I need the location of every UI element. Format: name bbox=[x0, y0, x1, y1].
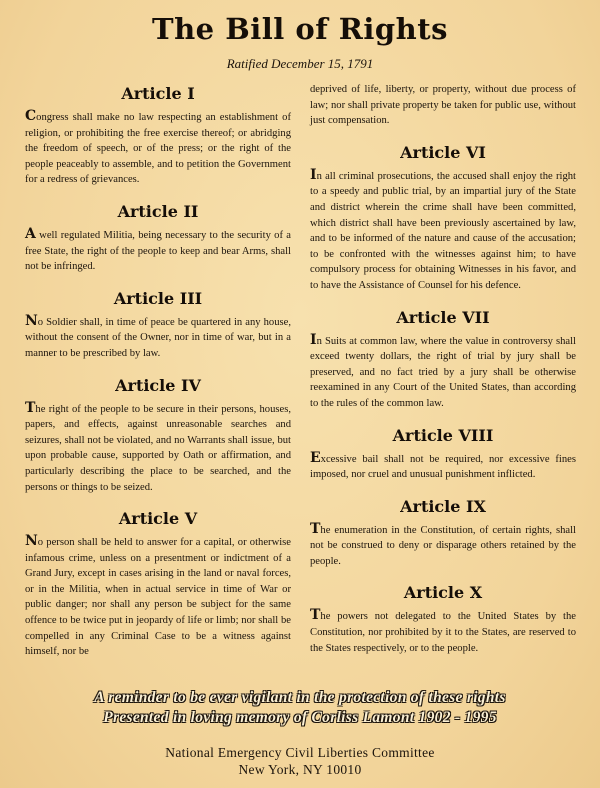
article-body: he powers not delegated to the United States by the Constitution, nor prohibited by it to the States, are reserved to the States respectively, or to the people. bbox=[310, 611, 576, 654]
article-body: he enumeration in the Constitution, of certain rights, shall not be construed to deny or disparage others retained by the people. bbox=[310, 524, 576, 567]
article-5 bbox=[25, 509, 291, 660]
article-2 bbox=[25, 202, 291, 275]
article-text bbox=[25, 109, 291, 188]
article-heading: Article IV bbox=[115, 375, 201, 395]
article-4 bbox=[25, 376, 291, 496]
article-text bbox=[310, 522, 576, 570]
article-text bbox=[310, 608, 576, 656]
drop-cap: N bbox=[25, 312, 38, 329]
dedication-line: Presented in loving memory of Corliss Lamont 1902 - 1995 bbox=[103, 709, 497, 726]
publisher-address: New York, NY 10010 bbox=[238, 762, 362, 777]
article-heading: Article VII bbox=[396, 307, 490, 327]
article-5-continuation: deprived of life, liberty, or property, without due process of law; nor shall private property be taken for public use, without just compensation. bbox=[310, 84, 576, 127]
drop-cap: T bbox=[310, 607, 321, 624]
drop-cap: I bbox=[310, 166, 317, 183]
publisher-name: National Emergency Civil Liberties Committee bbox=[165, 745, 435, 760]
article-text bbox=[310, 333, 576, 412]
drop-cap: T bbox=[310, 520, 321, 537]
article-body: well regulated Militia, being necessary to the security of a free State, the right of the people to keep and bear Arms, shall not be infringed. bbox=[25, 229, 291, 273]
drop-cap: N bbox=[25, 533, 38, 550]
article-heading: Article III bbox=[113, 288, 203, 308]
drop-cap: T bbox=[25, 399, 36, 416]
article-body: ongress shall make no law respecting an establishment of religion, or prohibiting the free exercise thereof; or abridging the freedom of speech, or of the press; or the right of the people peaceably to assemble, and to petition the Government for a redress of grievances. bbox=[25, 112, 291, 186]
article-10 bbox=[310, 583, 576, 656]
ratification-date: Ratified December 15, 1791 bbox=[226, 56, 374, 71]
article-body: he right of the people to be secure in their persons, houses, papers, and effects, against unreasonable searches and seizures, shall not be violated, and no Warrants shall issue, but upon probable cause, supported by Oath or affirmation, and particularly describing the place to be searched, and the persons or things to be seized. bbox=[25, 403, 291, 493]
article-text bbox=[310, 168, 576, 294]
article-7 bbox=[310, 308, 576, 412]
article-body: n all criminal prosecutions, the accused shall enjoy the right to a speedy and public trial, by an impartial jury of the State and district wherein the crime shall have been committed, which district shall have been previously ascertained by law, and to be informed of the nature and cause of the accusation; to be confronted with the witnesses against him; to have compulsory process for obtaining Witnesses in his favor, and to have the Assistance of Counsel for his defence. bbox=[310, 170, 576, 291]
article-heading: Article II bbox=[117, 201, 199, 221]
publisher-footer bbox=[0, 744, 600, 778]
article-3 bbox=[25, 289, 291, 362]
article-text bbox=[25, 227, 291, 275]
memorial-dedication bbox=[0, 688, 600, 728]
left-column bbox=[25, 84, 291, 660]
article-1 bbox=[25, 84, 291, 188]
article-9 bbox=[310, 497, 576, 570]
article-heading: Article VIII bbox=[392, 425, 494, 445]
article-6 bbox=[310, 143, 576, 294]
article-body: xcessive bail shall not be required, nor excessive fines imposed, nor cruel and unusual punishment inflicted. bbox=[310, 453, 576, 481]
article-heading: Article X bbox=[403, 583, 483, 603]
article-text bbox=[310, 451, 576, 483]
article-text bbox=[25, 314, 291, 362]
article-body: n Suits at common law, where the value in controversy shall exceed twenty dollars, the right of trial by jury shall be preserved, and no fact tried by a jury shall be otherwise reexamined in any Court of the United States, than according to the rules of the common law. bbox=[310, 335, 576, 409]
drop-cap: I bbox=[310, 331, 317, 348]
article-heading: Article IX bbox=[400, 496, 486, 516]
right-column bbox=[310, 82, 576, 656]
article-text bbox=[25, 534, 291, 660]
poster-title: The Bill of Rights bbox=[152, 12, 448, 46]
article-heading: Article V bbox=[118, 509, 198, 529]
article-body: o person shall be held to answer for a capital, or otherwise infamous crime, unless on a presentment or indictment of a Grand Jury, except in cases arising in the land or naval forces, or in the Militia, when in actual service in time of War or public danger; nor shall any person be subject for the same offence to be twice put in jeopardy of life or limb; nor shall be compelled in any Criminal Case to be a witness against himself, nor be bbox=[25, 537, 291, 658]
article-heading: Article I bbox=[121, 84, 195, 103]
reminder-line: A reminder to be ever vigilant in the protection of these rights bbox=[94, 689, 506, 706]
article-text bbox=[25, 401, 291, 496]
drop-cap: A bbox=[25, 225, 36, 242]
article-8 bbox=[310, 426, 576, 483]
drop-cap: E bbox=[310, 449, 321, 466]
article-body: o Soldier shall, in time of peace be quartered in any house, without the consent of the Owner, nor in time of war, but in a manner to be prescribed by law. bbox=[25, 316, 291, 359]
drop-cap: C bbox=[25, 108, 37, 124]
article-heading: Article VI bbox=[400, 142, 486, 162]
